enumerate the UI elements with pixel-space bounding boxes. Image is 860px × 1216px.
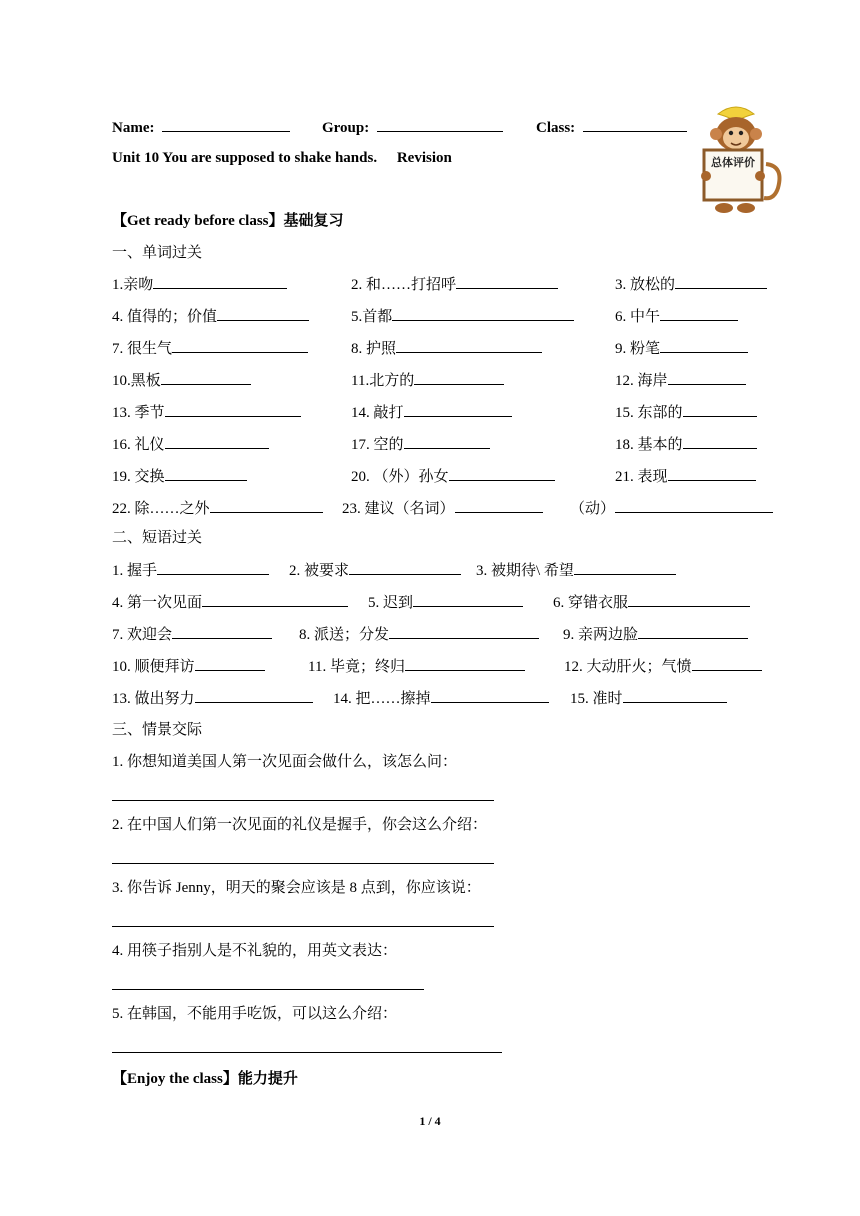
- item-label: 21. 表现: [615, 469, 668, 485]
- group-blank[interactable]: [377, 117, 503, 132]
- class-label: Class:: [536, 120, 576, 136]
- item-label: 4. 第一次见面: [112, 595, 203, 611]
- item-label: 6. 中午: [615, 309, 661, 325]
- item-label: 20. （外）孙女: [351, 469, 449, 485]
- section-title-cn: 能力提升: [237, 1071, 298, 1087]
- item-label: 13. 季节: [112, 405, 165, 421]
- fill-in-item: [351, 306, 574, 327]
- answer-blank[interactable]: [405, 656, 525, 671]
- item-label: 18. 基本的: [615, 437, 683, 453]
- fill-in-item: [112, 434, 269, 455]
- answer-blank[interactable]: [404, 402, 512, 417]
- item-label: 6. 穿错衣服: [553, 595, 629, 611]
- answer-line[interactable]: [112, 926, 494, 927]
- fill-in-item: [333, 688, 549, 709]
- class-field: [536, 117, 687, 138]
- item-label: 12. 海岸: [615, 373, 668, 389]
- fill-in-item: [299, 624, 539, 645]
- name-blank[interactable]: [162, 117, 290, 132]
- fill-in-item: [351, 274, 558, 295]
- fill-in-item: [351, 370, 504, 391]
- fill-in-item: [112, 338, 308, 359]
- item-label: 7. 很生气: [112, 341, 173, 357]
- badge-text: 总体评价: [711, 156, 755, 169]
- question-text: 1. 你想知道美国人第一次见面会做什么，该怎么问：: [112, 754, 458, 770]
- item-label: 14. 敲打: [351, 405, 404, 421]
- answer-blank[interactable]: [623, 688, 727, 703]
- answer-blank[interactable]: [389, 624, 539, 639]
- item-label: 1. 握手: [112, 563, 158, 579]
- answer-blank[interactable]: [455, 498, 543, 513]
- fill-in-item: [476, 560, 676, 581]
- fill-in-item: [368, 592, 523, 613]
- item-label: 3. 被期待\ 希望: [476, 563, 574, 579]
- group-field: [322, 117, 503, 138]
- question-text: 4. 用筷子指别人是不礼貌的，用英文表达：: [112, 943, 398, 959]
- fill-in-item: [351, 402, 512, 423]
- item-label: 15. 东部的: [615, 405, 683, 421]
- fill-in-item: [615, 274, 767, 295]
- item-label: 15. 准时: [570, 691, 623, 707]
- item-label: 1.亲吻: [112, 277, 154, 293]
- answer-line[interactable]: [112, 1052, 502, 1053]
- fill-in-item: [112, 402, 301, 423]
- bracket-open: 【: [112, 213, 128, 229]
- answer-blank[interactable]: [615, 498, 773, 513]
- fill-in-item: [570, 498, 773, 519]
- answer-blank[interactable]: [628, 592, 750, 607]
- item-label: 14. 把……擦掉: [333, 691, 431, 707]
- answer-blank[interactable]: [413, 592, 523, 607]
- answer-blank[interactable]: [172, 624, 272, 639]
- section-title-en: Get ready before class: [127, 213, 269, 229]
- fill-in-item: [615, 434, 757, 455]
- answer-blank[interactable]: [404, 434, 490, 449]
- fill-in-item: [570, 688, 727, 709]
- answer-blank[interactable]: [456, 274, 558, 289]
- unit-title: Unit 10 You are supposed to shake hands.: [112, 150, 378, 166]
- item-label: 10. 顺便拜访: [112, 659, 195, 675]
- bracket-close: 】: [268, 213, 284, 229]
- answer-blank[interactable]: [668, 370, 746, 385]
- item-label: 10.黑板: [112, 373, 161, 389]
- item-label: 16. 礼仪: [112, 437, 165, 453]
- fill-in-item: [351, 434, 490, 455]
- item-label: 3. 放松的: [615, 277, 676, 293]
- item-label: 5.首都: [351, 309, 393, 325]
- fill-in-item: [112, 624, 272, 645]
- item-label: 5. 迟到: [368, 595, 414, 611]
- answer-blank[interactable]: [574, 560, 676, 575]
- answer-blank[interactable]: [392, 306, 574, 321]
- bracket-open: 【: [112, 1071, 128, 1087]
- answer-blank[interactable]: [165, 466, 247, 481]
- revision-label: Revision: [396, 150, 452, 166]
- part3-heading: 三、情景交际: [112, 722, 203, 738]
- answer-blank[interactable]: [675, 274, 767, 289]
- answer-blank[interactable]: [210, 498, 323, 513]
- fill-in-item: [308, 656, 525, 677]
- fill-in-item: [615, 306, 738, 327]
- name-field: [112, 117, 290, 138]
- item-label: 7. 欢迎会: [112, 627, 173, 643]
- answer-blank[interactable]: [683, 434, 757, 449]
- answer-blank[interactable]: [165, 434, 269, 449]
- fill-in-item: [351, 338, 542, 359]
- question-text: 3. 你告诉 Jenny，明天的聚会应该是 8 点到，你应该说：: [112, 880, 481, 896]
- fill-in-item: [112, 370, 251, 391]
- item-label: 2. 和……打招呼: [351, 277, 457, 293]
- item-label: 13. 做出努力: [112, 691, 195, 707]
- item-label: 8. 护照: [351, 341, 397, 357]
- fill-in-item: [112, 498, 323, 519]
- question-text: 5. 在韩国，不能用手吃饭，可以这么介绍：: [112, 1006, 398, 1022]
- answer-blank[interactable]: [153, 274, 287, 289]
- fill-in-item: [615, 466, 756, 487]
- section-title-cn: 基础复习: [283, 213, 344, 229]
- answer-blank[interactable]: [431, 688, 549, 703]
- fill-in-item: [342, 498, 543, 519]
- item-label: 4. 值得的；价值: [112, 309, 218, 325]
- fill-in-item: [112, 688, 313, 709]
- answer-blank[interactable]: [195, 656, 265, 671]
- group-label: Group:: [322, 120, 370, 136]
- monkey-tail: [764, 164, 780, 198]
- item-label: 11. 毕竟；终归: [308, 659, 405, 675]
- part1-heading: 一、单词过关: [112, 245, 203, 261]
- item-label: 9. 亲两边脸: [563, 627, 639, 643]
- answer-blank[interactable]: [683, 402, 757, 417]
- answer-line[interactable]: [112, 800, 494, 801]
- fill-in-item: [553, 592, 750, 613]
- name-label: Name:: [112, 120, 155, 136]
- fill-in-item: [112, 306, 309, 327]
- answer-blank[interactable]: [668, 466, 756, 481]
- section-enjoy-class: [112, 1069, 298, 1089]
- page-number: 1 / 4: [419, 1114, 441, 1128]
- answer-blank[interactable]: [165, 402, 301, 417]
- item-label: 17. 空的: [351, 437, 404, 453]
- bracket-close: 】: [222, 1071, 238, 1087]
- answer-blank[interactable]: [217, 306, 309, 321]
- fill-in-item: [112, 560, 269, 581]
- unit-title-line: [112, 148, 452, 168]
- fill-in-item: [615, 338, 748, 359]
- fill-in-item: [112, 592, 348, 613]
- answer-blank[interactable]: [161, 370, 251, 385]
- class-blank[interactable]: [583, 117, 687, 132]
- fill-in-item: [615, 370, 746, 391]
- item-label: 12. 大动肝火；气愤: [564, 659, 692, 675]
- answer-blank[interactable]: [195, 688, 313, 703]
- part2-heading: 二、短语过关: [112, 530, 203, 546]
- answer-blank[interactable]: [449, 466, 555, 481]
- answer-line[interactable]: [112, 989, 424, 990]
- item-label: 22. 除……之外: [112, 501, 210, 517]
- item-label: （动）: [570, 501, 616, 517]
- answer-blank[interactable]: [660, 338, 748, 353]
- fill-in-item: [112, 466, 247, 487]
- fill-in-item: [289, 560, 461, 581]
- monkey-evaluation-badge: [688, 104, 784, 216]
- answer-blank[interactable]: [638, 624, 748, 639]
- answer-blank[interactable]: [660, 306, 738, 321]
- item-label: 8. 派送；分发: [299, 627, 390, 643]
- fill-in-item: [564, 656, 762, 677]
- item-label: 23. 建议（名词）: [342, 501, 455, 517]
- answer-blank[interactable]: [414, 370, 504, 385]
- answer-blank[interactable]: [349, 560, 461, 575]
- fill-in-item: [112, 274, 287, 295]
- answer-blank[interactable]: [202, 592, 348, 607]
- fill-in-item: [112, 656, 265, 677]
- item-label: 9. 粉笔: [615, 341, 661, 357]
- fill-in-item: [563, 624, 748, 645]
- answer-blank[interactable]: [157, 560, 269, 575]
- fill-in-item: [351, 466, 555, 487]
- answer-blank[interactable]: [396, 338, 542, 353]
- section-title-en: Enjoy the class: [127, 1071, 223, 1087]
- answer-blank[interactable]: [172, 338, 308, 353]
- answer-blank[interactable]: [692, 656, 762, 671]
- item-label: 11.北方的: [351, 373, 415, 389]
- question-text: 2. 在中国人们第一次见面的礼仪是握手，你会这么介绍：: [112, 817, 488, 833]
- item-label: 19. 交换: [112, 469, 165, 485]
- answer-line[interactable]: [112, 863, 494, 864]
- section-get-ready: [112, 211, 344, 231]
- fill-in-item: [615, 402, 757, 423]
- item-label: 2. 被要求: [289, 563, 350, 579]
